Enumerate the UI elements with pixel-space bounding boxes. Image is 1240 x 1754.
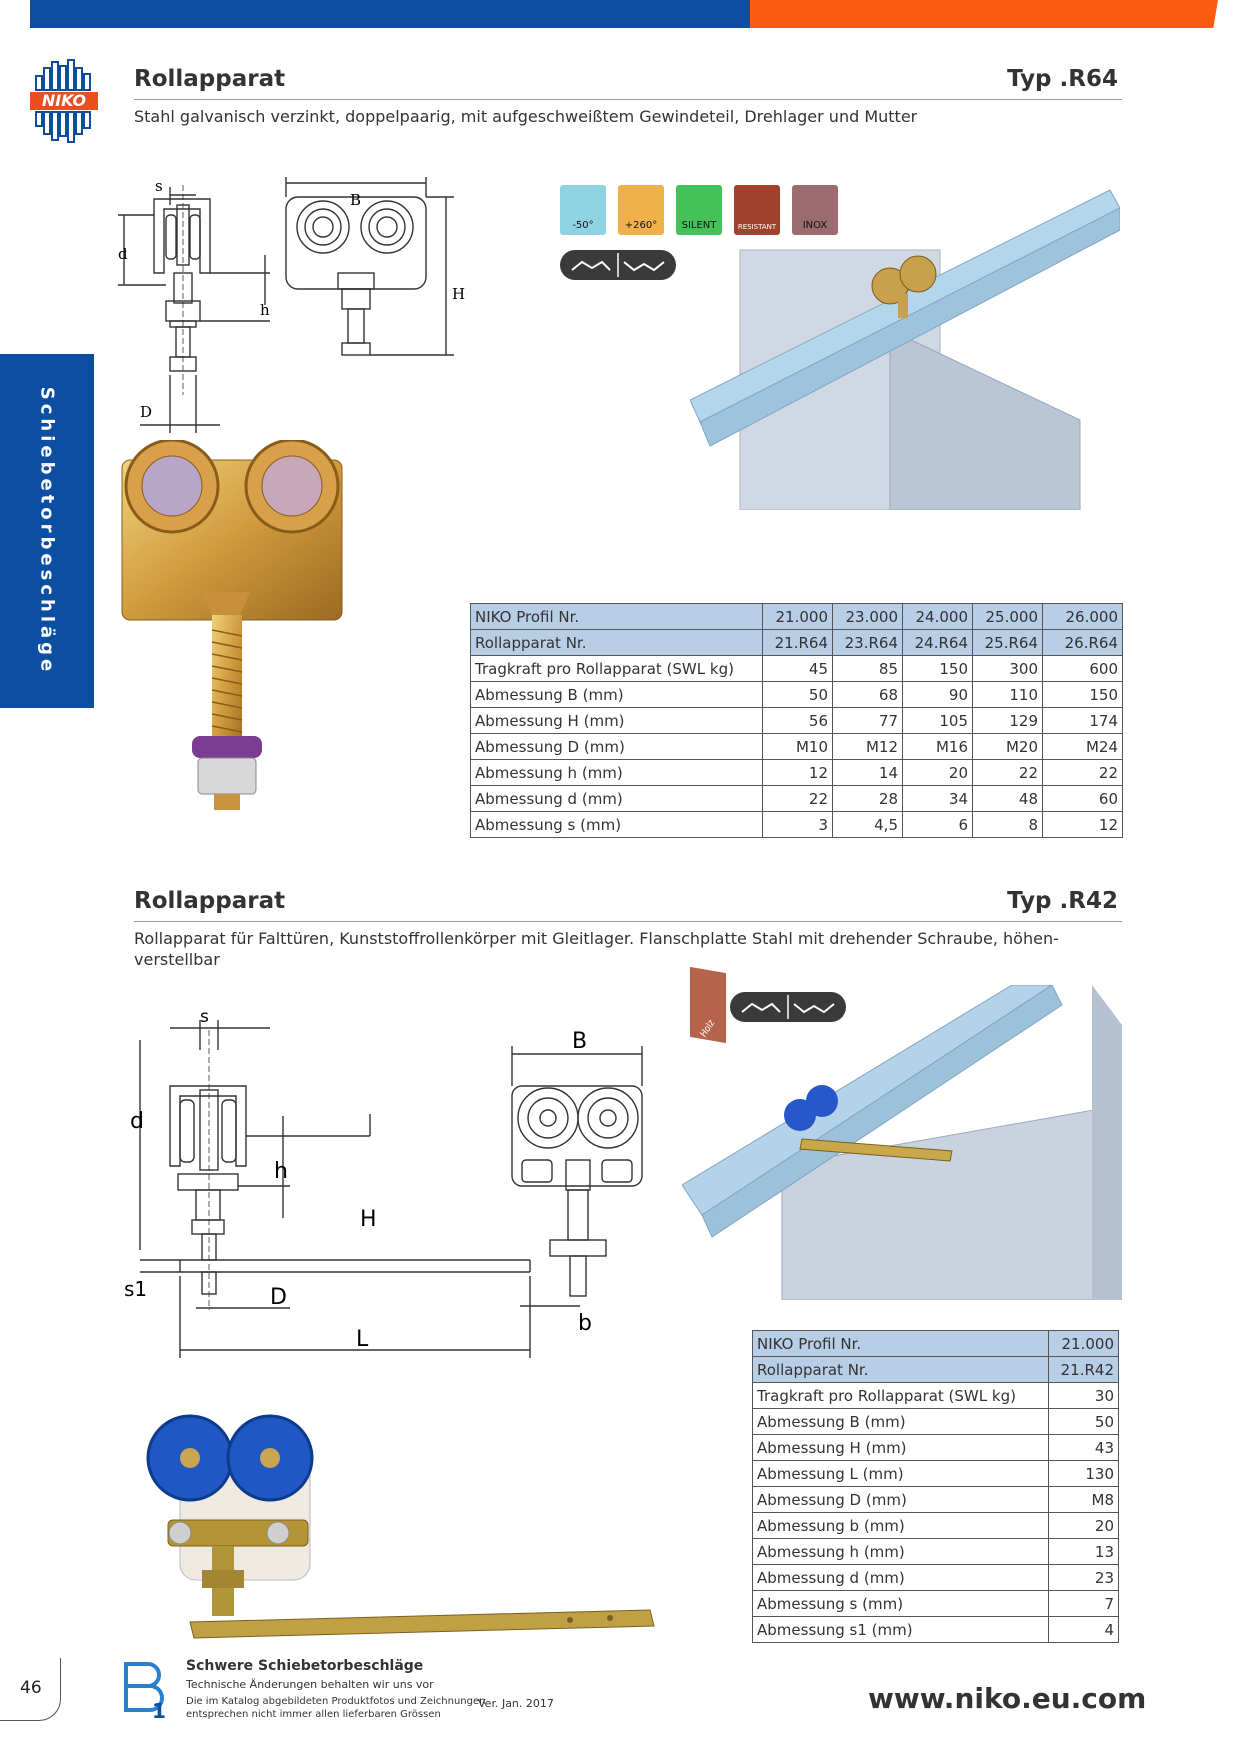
- side-tab-label: Schiebetorbeschläge: [36, 386, 58, 676]
- table-row: [471, 630, 1123, 656]
- table-cell: 85: [833, 656, 903, 682]
- dim2-d: d: [130, 1109, 144, 1134]
- table-cell: 129: [973, 708, 1043, 734]
- table-cell: 56: [763, 708, 833, 734]
- row-label: Abmessung h (mm): [753, 1539, 1049, 1565]
- table-cell: 14: [833, 760, 903, 786]
- table-cell: M16: [903, 734, 973, 760]
- table-cell: 25.000: [973, 604, 1043, 630]
- table-row: [753, 1539, 1119, 1565]
- section2-subtitle-line1: Rollapparat für Falttüren, Kunststoffrollenkörper mit Gleitlager. Flanschplatte Stahl mit drehender Schraube, höhen-: [134, 929, 1059, 948]
- table-cell: 20: [1049, 1513, 1119, 1539]
- dim2-B: B: [572, 1029, 588, 1054]
- r64-installation-render: [690, 190, 1120, 510]
- badge-resistant: RESISTANT: [734, 185, 780, 235]
- badge-plus260: +260°: [618, 185, 664, 235]
- row-label: Abmessung s (mm): [753, 1591, 1049, 1617]
- row-label: Abmessung d (mm): [471, 786, 763, 812]
- table-cell: 24.R64: [903, 630, 973, 656]
- table-cell: 22: [763, 786, 833, 812]
- table-cell: M10: [763, 734, 833, 760]
- r42-spec-table: [752, 1330, 1119, 1643]
- section2-title: Rollapparat: [134, 888, 286, 914]
- dim-D: D: [140, 403, 153, 421]
- row-label: Rollapparat Nr.: [471, 630, 763, 656]
- r64-spec-table: [470, 603, 1123, 838]
- table-row: [753, 1409, 1119, 1435]
- footer-disclaimer-1: Die im Katalog abgebildeten Produktfotos und Zeichnungen: [186, 1696, 486, 1707]
- side-tab: [0, 354, 94, 708]
- table-cell: 50: [763, 682, 833, 708]
- table-cell: 6: [903, 812, 973, 838]
- table-row: [753, 1331, 1119, 1357]
- dim-B: B: [350, 191, 362, 209]
- table-cell: 21.000: [763, 604, 833, 630]
- r42-technical-drawing: [120, 1010, 680, 1380]
- table-cell: 23.R64: [833, 630, 903, 656]
- dim-s: s: [155, 177, 163, 195]
- table-cell: 24.000: [903, 604, 973, 630]
- footer-website-link[interactable]: www.niko.eu.com: [868, 1682, 1147, 1715]
- badge-inox: INOX: [792, 185, 838, 235]
- table-row: [471, 682, 1123, 708]
- b-category-icon: [122, 1660, 168, 1720]
- row-label: Abmessung s (mm): [471, 812, 763, 838]
- r42-product-photo: [140, 1400, 660, 1650]
- dim2-s1: s1: [124, 1277, 148, 1301]
- top-bar-orange: [750, 0, 1218, 28]
- table-cell: 21.000: [1049, 1331, 1119, 1357]
- table-cell: 110: [973, 682, 1043, 708]
- table-cell: 23.000: [833, 604, 903, 630]
- table-cell: M24: [1043, 734, 1123, 760]
- table-cell: 174: [1043, 708, 1123, 734]
- table-row: [471, 708, 1123, 734]
- table-cell: 45: [763, 656, 833, 682]
- table-cell: 13: [1049, 1539, 1119, 1565]
- row-label: Abmessung d (mm): [753, 1565, 1049, 1591]
- table-cell: 150: [1043, 682, 1123, 708]
- footer-notice: Technische Änderungen behalten wir uns vor: [186, 1678, 434, 1691]
- dim-d: d: [118, 245, 128, 263]
- table-cell: 90: [903, 682, 973, 708]
- table-cell: 4,5: [833, 812, 903, 838]
- row-label: Abmessung h (mm): [471, 760, 763, 786]
- table-cell: 300: [973, 656, 1043, 682]
- table-cell: 12: [1043, 812, 1123, 838]
- table-row: [753, 1617, 1119, 1643]
- table-cell: 130: [1049, 1461, 1119, 1487]
- row-label: Tragkraft pro Rollapparat (SWL kg): [471, 656, 763, 682]
- niko-logo: [30, 58, 105, 144]
- svg-text:1: 1: [152, 1699, 166, 1720]
- table-row: [753, 1357, 1119, 1383]
- table-cell: 26.000: [1043, 604, 1123, 630]
- table-cell: 50: [1049, 1409, 1119, 1435]
- table-cell: M20: [973, 734, 1043, 760]
- row-label: Abmessung b (mm): [753, 1513, 1049, 1539]
- holz-badge: Holz: [690, 967, 726, 1043]
- footer-disclaimer-2: entsprechen nicht immer allen lieferbaren Grössen: [186, 1709, 441, 1720]
- r64-spec-table-wrap: [470, 603, 1123, 838]
- table-cell: 77: [833, 708, 903, 734]
- section2-rule: [134, 921, 1122, 922]
- table-row: [753, 1565, 1119, 1591]
- page-number-box: [0, 1658, 61, 1721]
- r64-product-photo: [120, 440, 360, 830]
- dim2-s: s: [200, 1010, 209, 1027]
- table-cell: 12: [763, 760, 833, 786]
- table-row: [471, 734, 1123, 760]
- table-cell: 60: [1043, 786, 1123, 812]
- table-cell: 3: [763, 812, 833, 838]
- section2-subtitle-line2: verstellbar: [134, 950, 220, 969]
- table-cell: 150: [903, 656, 973, 682]
- table-cell: 43: [1049, 1435, 1119, 1461]
- table-cell: 22: [973, 760, 1043, 786]
- table-cell: 22: [1043, 760, 1123, 786]
- table-cell: 30: [1049, 1383, 1119, 1409]
- row-label: Abmessung s1 (mm): [753, 1617, 1049, 1643]
- badge-silent: SILENT: [676, 185, 722, 235]
- table-row: [471, 656, 1123, 682]
- rail-profile-pill: [560, 250, 676, 280]
- row-label: Abmessung B (mm): [753, 1409, 1049, 1435]
- table-cell: 21.R42: [1049, 1357, 1119, 1383]
- row-label: Tragkraft pro Rollapparat (SWL kg): [753, 1383, 1049, 1409]
- table-row: [753, 1487, 1119, 1513]
- table-cell: M12: [833, 734, 903, 760]
- footer-version: Ver. Jan. 2017: [478, 1697, 554, 1710]
- logo-text: NIKO: [41, 91, 87, 110]
- table-row: [471, 604, 1123, 630]
- section1-type: Typ .R64: [1007, 66, 1118, 92]
- dim2-D: D: [270, 1285, 287, 1310]
- table-row: [753, 1591, 1119, 1617]
- r42-spec-table-wrap: [752, 1330, 1119, 1643]
- table-cell: 48: [973, 786, 1043, 812]
- table-row: [753, 1513, 1119, 1539]
- badge-minus50: -50°: [560, 185, 606, 235]
- dim2-H: H: [360, 1207, 377, 1232]
- table-cell: 68: [833, 682, 903, 708]
- dim2-h: h: [274, 1159, 288, 1184]
- dim-H: H: [452, 285, 466, 303]
- section1-rule: [134, 99, 1122, 100]
- table-row: [471, 760, 1123, 786]
- table-cell: 26.R64: [1043, 630, 1123, 656]
- row-label: Abmessung H (mm): [471, 708, 763, 734]
- section1-title: Rollapparat: [134, 66, 286, 92]
- section2-subtitle: [134, 928, 1122, 970]
- r64-technical-drawing: [110, 175, 525, 435]
- table-row: [471, 812, 1123, 838]
- dim2-L: L: [356, 1327, 369, 1352]
- section2-type: Typ .R42: [1007, 888, 1118, 914]
- table-cell: 4: [1049, 1617, 1119, 1643]
- table-cell: 8: [973, 812, 1043, 838]
- table-row: [753, 1461, 1119, 1487]
- row-label: Rollapparat Nr.: [753, 1357, 1049, 1383]
- table-cell: 20: [903, 760, 973, 786]
- dim-h: h: [260, 301, 270, 319]
- table-cell: 28: [833, 786, 903, 812]
- footer-title: Schwere Schiebetorbeschläge: [186, 1658, 424, 1674]
- table-cell: 34: [903, 786, 973, 812]
- top-bar-blue: [30, 0, 750, 28]
- page-number: 46: [20, 1678, 42, 1698]
- row-label: Abmessung L (mm): [753, 1461, 1049, 1487]
- table-cell: 21.R64: [763, 630, 833, 656]
- row-label: NIKO Profil Nr.: [753, 1331, 1049, 1357]
- row-label: Abmessung B (mm): [471, 682, 763, 708]
- table-cell: 7: [1049, 1591, 1119, 1617]
- row-label: Abmessung D (mm): [753, 1487, 1049, 1513]
- row-label: Abmessung H (mm): [753, 1435, 1049, 1461]
- table-row: [471, 786, 1123, 812]
- table-cell: 105: [903, 708, 973, 734]
- table-cell: 25.R64: [973, 630, 1043, 656]
- dim2-b: b: [578, 1311, 592, 1336]
- section1-subtitle: Stahl galvanisch verzinkt, doppelpaarig, mit aufgeschweißtem Gewindeteil, Drehlager und Mutter: [134, 107, 918, 126]
- table-row: [753, 1383, 1119, 1409]
- table-row: [753, 1435, 1119, 1461]
- row-label: Abmessung D (mm): [471, 734, 763, 760]
- r42-installation-render: [682, 985, 1122, 1300]
- table-cell: 600: [1043, 656, 1123, 682]
- row-label: NIKO Profil Nr.: [471, 604, 763, 630]
- table-cell: M8: [1049, 1487, 1119, 1513]
- table-cell: 23: [1049, 1565, 1119, 1591]
